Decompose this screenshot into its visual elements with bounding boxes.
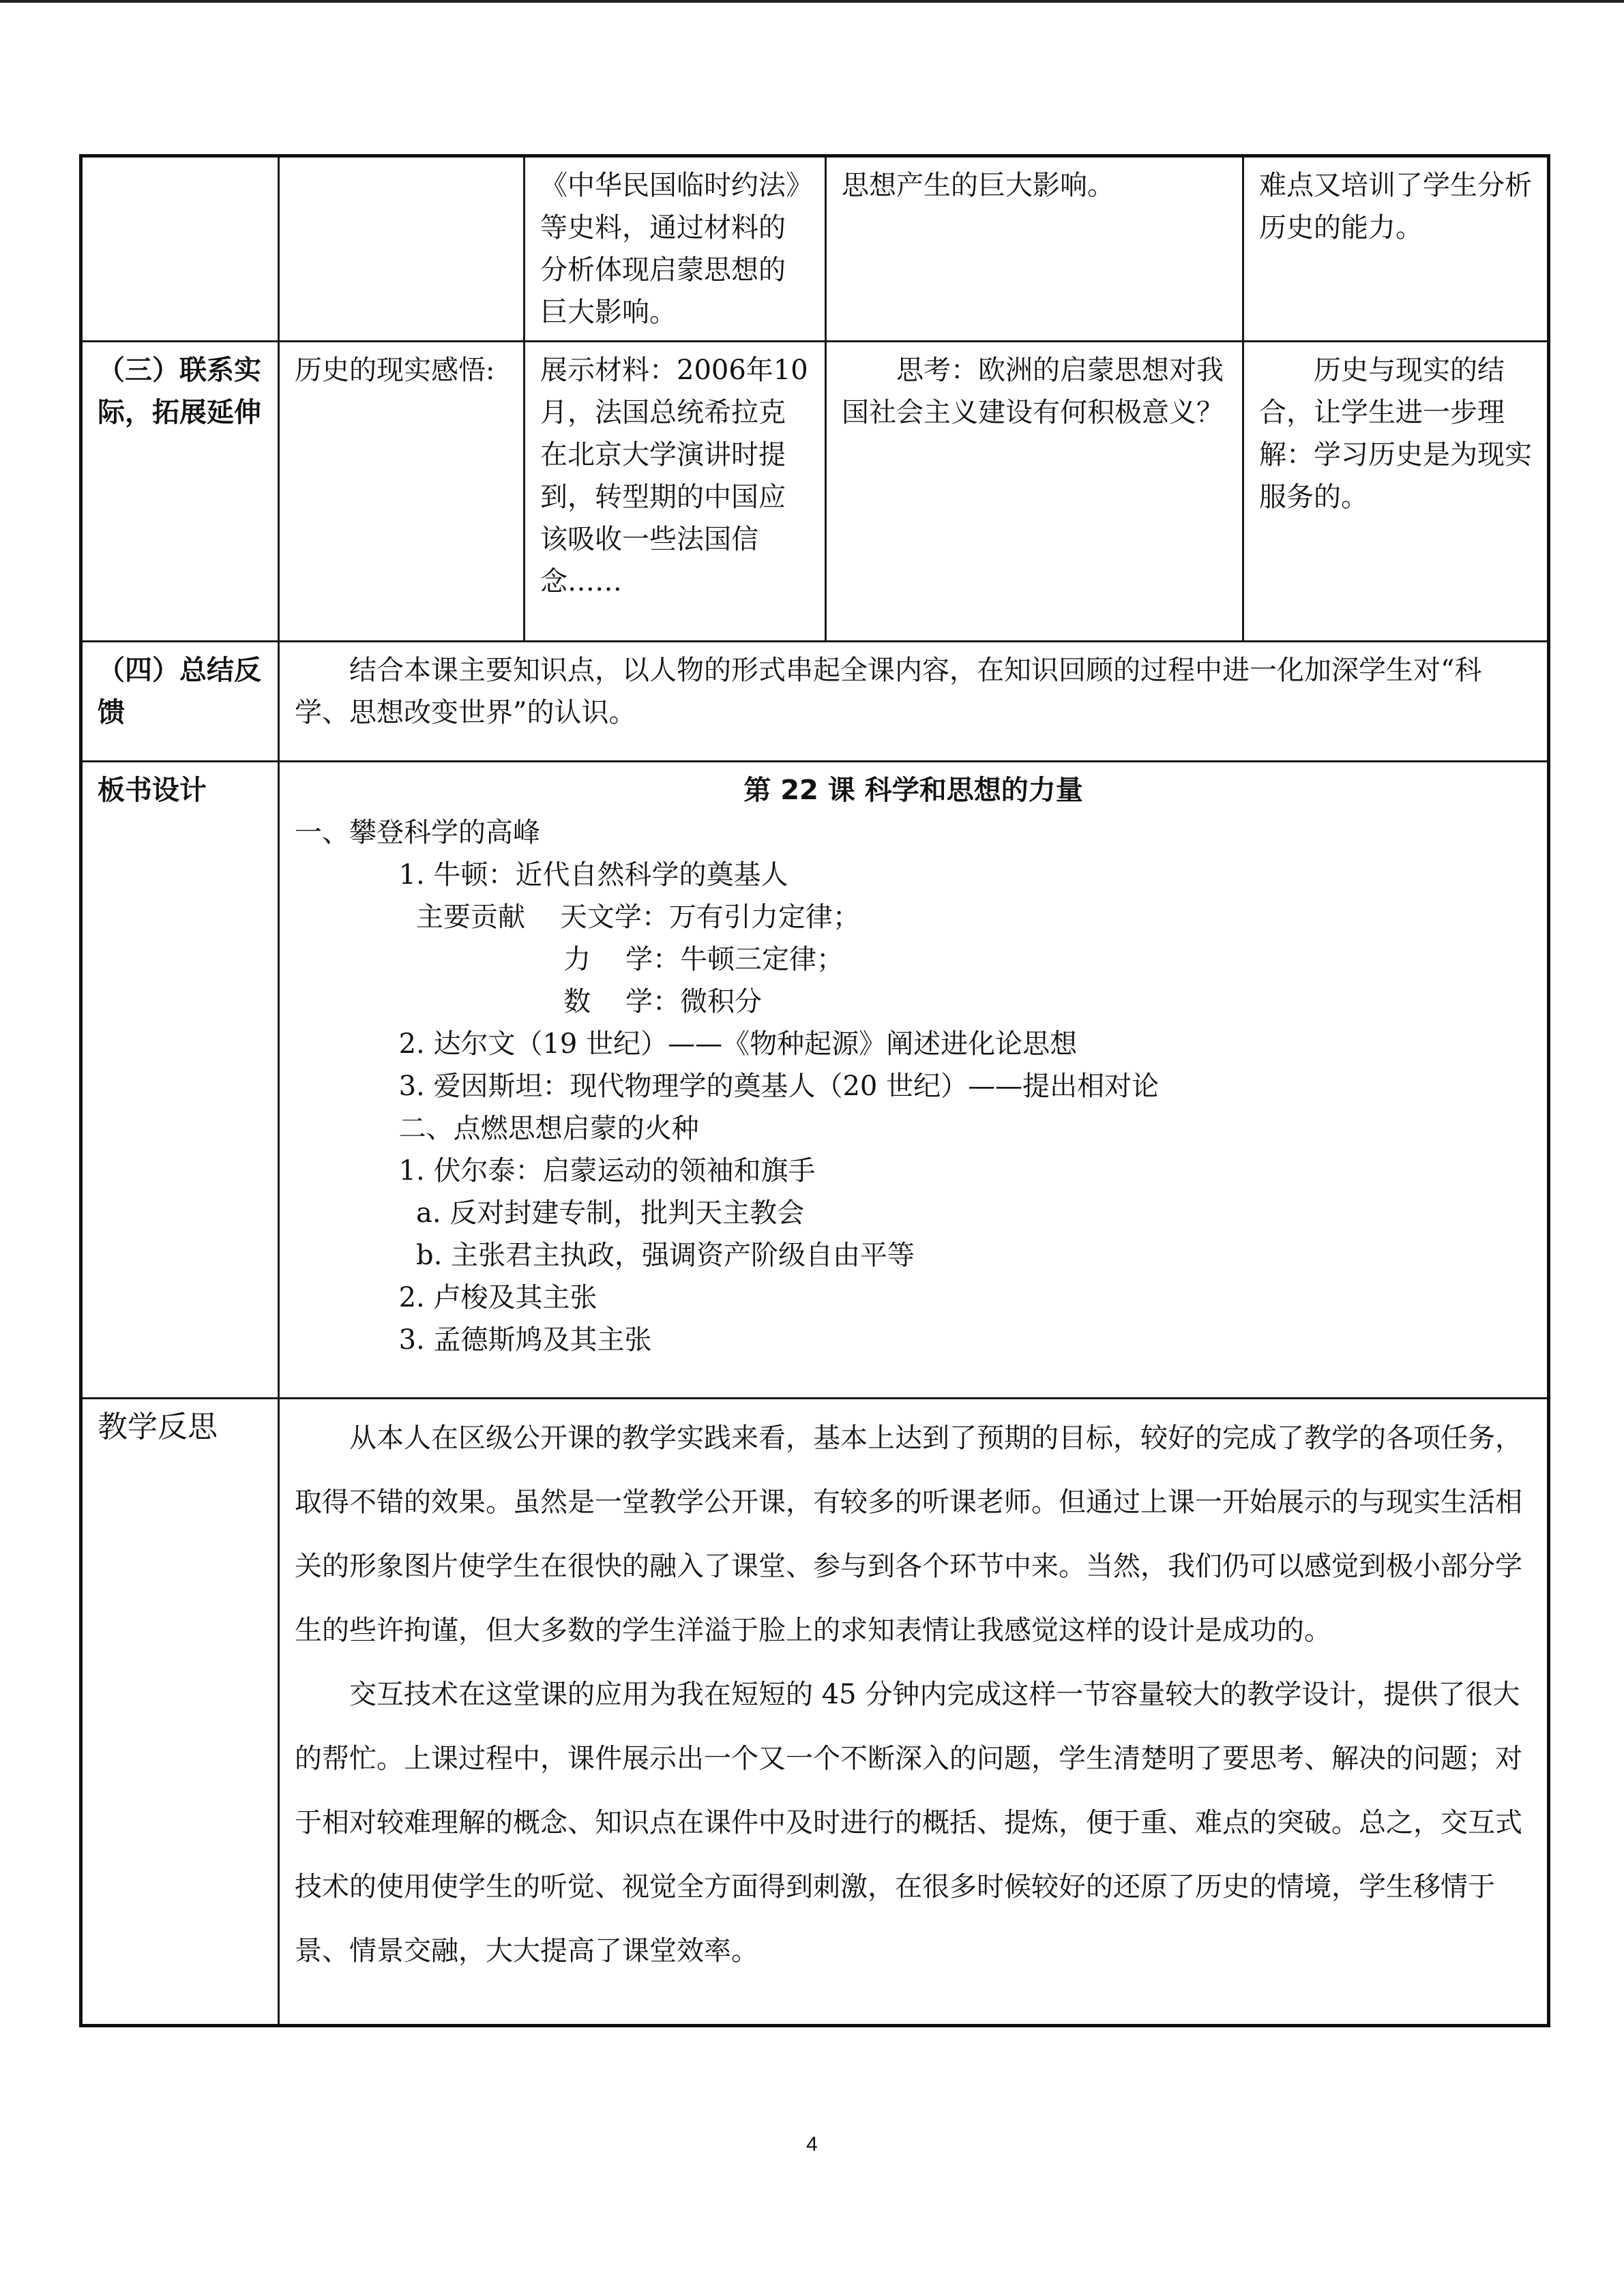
board-line: 3. 爱因斯坦：现代物理学的奠基人（20 世纪）——提出相对论: [295, 1071, 1160, 1102]
board-line: a. 反对封建专制，批判天主教会: [295, 1197, 805, 1229]
table-row: [81, 642, 1549, 762]
table-row: [81, 342, 1549, 642]
reflection-paragraph: 从本人在区级公开课的教学实践来看，基本上达到了预期的目标，较好的完成了教学的各项任务，取得不错的效果。虽然是一堂教学公开课，有较多的听课老师。但通过上课一开始展示的与现实生活相关的形象图片使学生在很快的融入了课堂、参与到各个环节中来。当然，我们仍可以感觉到极小部分学生的些许拘谨，但大多数的学生洋溢于脸上的求知表情让我感觉这样的设计是成功的。: [295, 1422, 1522, 1646]
lesson-plan-table: [79, 154, 1550, 2027]
board-line: 2. 卢梭及其主张: [295, 1282, 597, 1313]
student-activity-cell: 思考：欧洲的启蒙思想对我国社会主义建设有何积极意义？: [826, 342, 1243, 642]
stage-label: （三）联系实际，拓展延伸: [81, 342, 279, 642]
summary-content: 结合本课主要知识点，以人物的形式串起全课内容，在知识回顾的过程中进一化加深学生对“科学、思想改变世界”的认识。: [279, 642, 1549, 762]
material-cell: 《中华民国临时约法》等史料，通过材料的分析体现启蒙思想的巨大影响。: [525, 156, 826, 342]
top-border-line: [0, 0, 1624, 3]
design-intent-cell: 历史与现实的结合，让学生进一步理解：学习历史是为现实服务的。: [1243, 342, 1549, 642]
board-line: 2. 达尔文（19 世纪）——《物种起源》阐述进化论思想: [295, 1028, 1078, 1060]
board-line: 二、点燃思想启蒙的火种: [295, 1113, 699, 1144]
board-line: 1. 伏尔泰：启蒙运动的领袖和旗手: [295, 1155, 816, 1187]
cell-empty: [279, 156, 525, 342]
reflection-label: 教学反思: [81, 1399, 279, 2026]
material-cell: 展示材料：2006年10月，法国总统希拉克在北京大学演讲时提到，转型期的中国应该吸收一些法国信念……: [525, 342, 826, 642]
stage-label: （四）总结反馈: [81, 642, 279, 762]
board-line: 主要贡献 天文学：万有引力定律；: [295, 901, 860, 933]
board-line: 一、攀登科学的高峰: [295, 817, 540, 848]
board-design-label: 板书设计: [81, 762, 279, 1399]
student-activity-cell: 思想产生的巨大影响。: [826, 156, 1243, 342]
board-line: 力 学：牛顿三定律；: [295, 944, 844, 975]
board-line: 数 学：微积分: [295, 986, 763, 1017]
reflection-content: [279, 1399, 1549, 2026]
table-row: [81, 1399, 1549, 2026]
table-row: [81, 156, 1549, 342]
board-line: 1. 牛顿：近代自然科学的奠基人: [295, 859, 788, 891]
board-line: 3. 孟德斯鸠及其主张: [295, 1324, 652, 1356]
teaching-content-cell: 历史的现实感悟:: [279, 342, 525, 642]
design-intent-cell: 难点又培训了学生分析历史的能力。: [1243, 156, 1549, 342]
board-design-content: [279, 762, 1549, 1399]
reflection-paragraph: 交互技术在这堂课的应用为我在短短的 45 分钟内完成这样一节容量较大的教学设计，提供了很大的帮忙。上课过程中，课件展示出一个又一个不断深入的问题，学生清楚明了要思考、解决的问题；对于相对较难理解的概念、知识点在课件中及时进行的概括、提炼，便于重、难点的突破。总之，交互式技术的使用使学生的听觉、视觉全方面得到刺激，在很多时候较好的还原了历史的情境，学生移情于景、情景交融，大大提高了课堂效率。: [295, 1679, 1522, 1967]
board-title: 第 22 课 科学和思想的力量: [743, 775, 1083, 806]
cell-empty: [81, 156, 279, 342]
board-line: b. 主张君主执政，强调资产阶级自由平等: [295, 1240, 915, 1271]
page-number: 4: [806, 2133, 818, 2156]
table-row: [81, 762, 1549, 1399]
